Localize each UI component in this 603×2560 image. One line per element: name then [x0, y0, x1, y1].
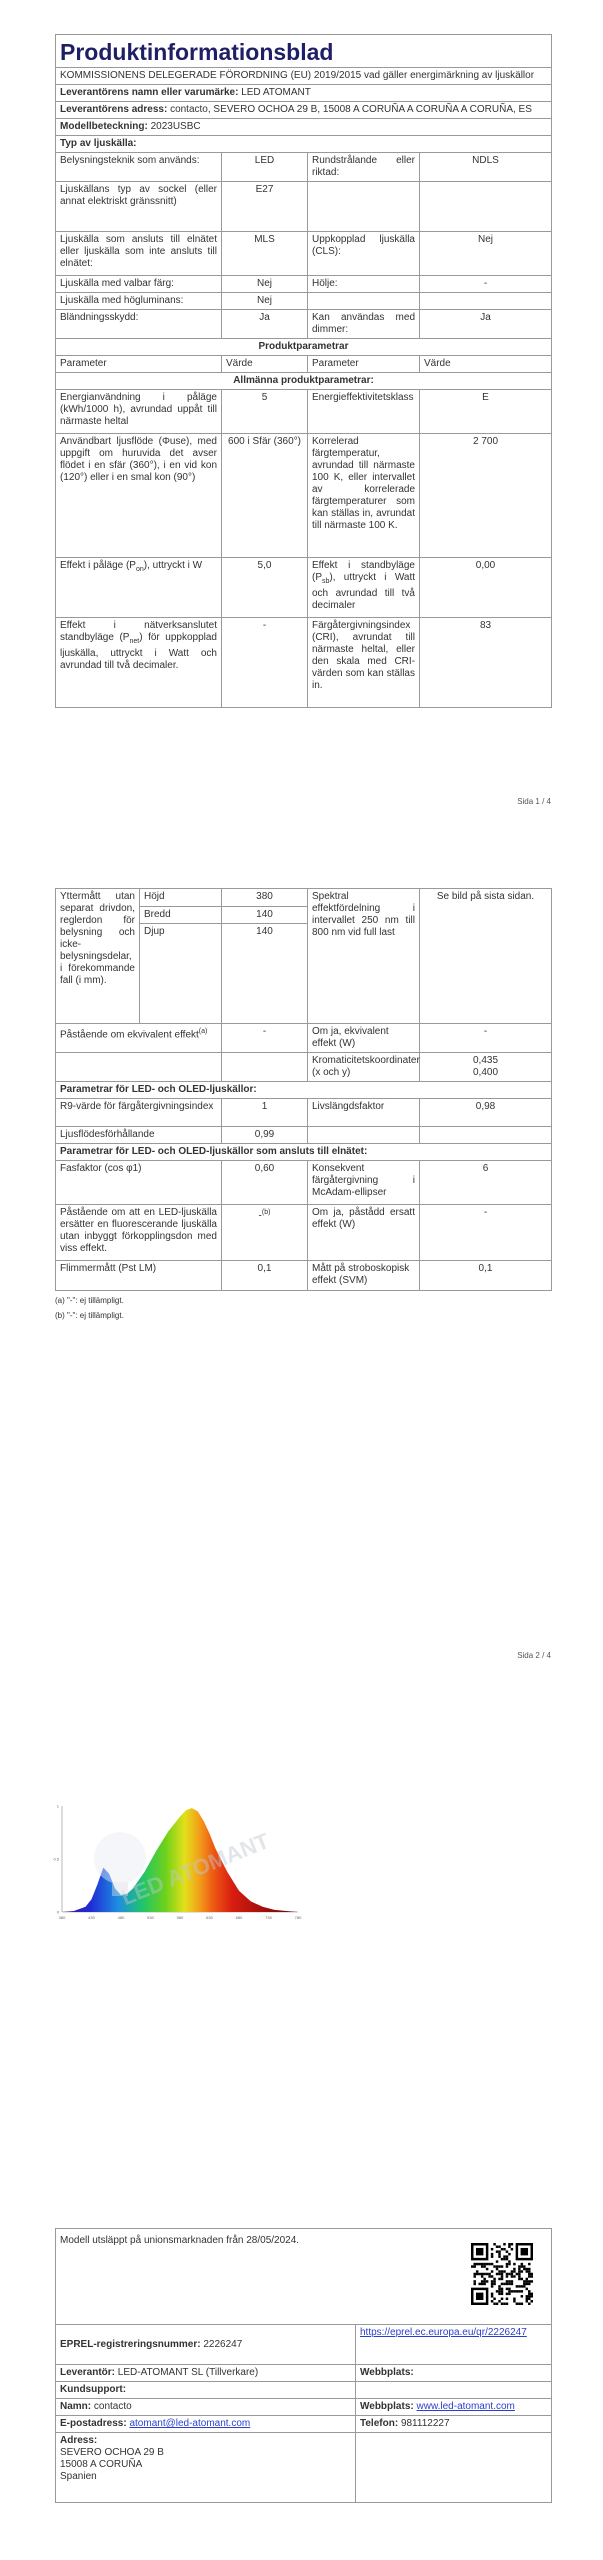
website-label: Webbplats:: [360, 2401, 414, 2412]
qr-code[interactable]: [471, 2243, 533, 2305]
lumen-maint-label: Ljusflödesförhållande: [56, 1127, 222, 1144]
row-label: Ljuskälla med högluminans:: [56, 293, 222, 310]
fluo-w-value: -: [420, 1205, 552, 1261]
model-label: Modellbeteckning:: [60, 121, 148, 132]
row-value: Ja: [222, 310, 308, 339]
displacement-label: Fasfaktor (cos φ1): [56, 1161, 222, 1205]
equiv-w-value: -: [420, 1024, 552, 1053]
row-value: NDLS: [420, 153, 552, 182]
r9-value: 1: [222, 1099, 308, 1127]
y-tick-label: 1: [56, 1803, 59, 1809]
eprel-link-cell: [356, 2325, 552, 2365]
page-number: Sida 2 / 4: [517, 1651, 551, 1660]
customer-support-label: Kundsupport:: [56, 2382, 356, 2399]
param-label: Energianvändning i påläge (kWh/1000 h), avrundad uppåt till närmaste heltal: [56, 390, 222, 434]
info-table-page1: [55, 34, 552, 708]
spectrum-chart: [48, 1794, 308, 1924]
row-value: Nej: [420, 232, 552, 276]
empty-cell: [356, 2433, 552, 2503]
address-line: Spanien: [60, 2471, 97, 2482]
email-cell: [56, 2416, 356, 2433]
row-label: [308, 182, 420, 232]
supplier-label: Leverantör:: [60, 2367, 116, 2378]
phone-label: Telefon:: [360, 2418, 399, 2429]
col-param-header: Parameter: [308, 356, 420, 373]
website-cell: [356, 2399, 552, 2416]
type-header: Typ av ljuskälla:: [56, 136, 552, 153]
x-tick-label: 530: [147, 1915, 154, 1920]
bulb-watermark-icon: [94, 1832, 146, 1884]
param-value: 5,0: [222, 558, 308, 618]
eprel-cell: [56, 2325, 356, 2365]
market-cell: [56, 2229, 552, 2325]
dims-label: Yttermått utan separat drivdon, reglerdon för belysning och icke-belysningsdelar, i förekommande fall (i mm).: [56, 889, 140, 1024]
row-value: LED: [222, 153, 308, 182]
x-tick-label: 380: [58, 1915, 66, 1920]
param-value: 2 700: [420, 434, 552, 558]
dim-name: Bredd: [140, 906, 222, 924]
row-value: Ja: [420, 310, 552, 339]
info-table-page4: [55, 2228, 552, 2503]
address-label: Leverantörens adress:: [60, 104, 168, 115]
row-label: Ljuskälla som ansluts till elnätet eller ljuskälla som inte ansluts till elnätet:: [56, 232, 222, 276]
col-value-header: Värde: [420, 356, 552, 373]
col-param-header: Parameter: [56, 356, 222, 373]
address-value: contacto, SEVERO OCHOA 29 B, 15008 A CORUÑA A CORUÑA A CORUÑA, ES: [170, 104, 532, 115]
product-params-header: Produktparametrar: [56, 339, 552, 356]
address-row: [56, 102, 552, 119]
r9-label: R9-värde för färgåtergivningsindex: [56, 1099, 222, 1127]
param-value: 600 i Sfär (360°): [222, 434, 308, 558]
consistency-label: Konsekvent färgåtergivning i McAdam-ellipser: [308, 1161, 420, 1205]
chroma-value: [420, 1053, 552, 1082]
phone-cell: [356, 2416, 552, 2433]
regulation-text: KOMMISSIONENS DELEGERADE FÖRORDNING (EU) 2019/2015 vad gäller energimärkning av ljuskällor: [56, 68, 552, 85]
strobo-label: Mått på stroboskopisk effekt (SVM): [308, 1261, 420, 1291]
dim-name: Djup: [140, 924, 222, 1024]
dim-value: 380: [222, 889, 308, 907]
dim-name: Höjd: [140, 889, 222, 907]
watermark-text: LED ATOMANT: [117, 1828, 273, 1911]
address-label: Adress:: [60, 2435, 98, 2446]
websites-label: Webbplats:: [360, 2367, 414, 2378]
address-line: 15008 A CORUÑA: [60, 2459, 143, 2470]
row-value: MLS: [222, 232, 308, 276]
row-value: [420, 293, 552, 310]
equiv-w-label: Om ja, ekvivalent effekt (W): [308, 1024, 420, 1053]
param-value: 0,00: [420, 558, 552, 618]
chroma-y: 0,400: [472, 1067, 499, 1078]
consistency-value: 6: [420, 1161, 552, 1205]
param-label: Korrelerad färgtemperatur, avrundad till närmaste 100 K, eller intervallet av korrelerade färgtemperaturer som kan ställas in, avrundat till närmaste 100 K.: [308, 434, 420, 558]
row-label: Ljuskälla med valbar färg:: [56, 276, 222, 293]
param-label: Effekt i nätverksanslutet standbyläge $(P_{net})$ för uppkopplad ljuskälla, uttryckt i Watt och avrundad till två decimaler.: [56, 618, 222, 708]
website-link[interactable]: www.led-atomant.com: [416, 2401, 515, 2412]
dim-value: 140: [222, 924, 308, 1024]
row-label: Bländningsskydd:: [56, 310, 222, 339]
supplier-label: Leverantörens namn eller varumärke:: [60, 87, 239, 98]
fluo-w-label: Om ja, påstådd ersatt effekt (W): [308, 1205, 420, 1261]
fluo-value-cell: [222, 1205, 308, 1261]
equiv-value: -: [222, 1024, 308, 1053]
empty-cell: [222, 1053, 308, 1082]
equiv-label: Påstående om ekvivalent effekt: [60, 1029, 199, 1041]
x-tick-label: 480: [117, 1915, 125, 1920]
x-tick-label: 680: [235, 1915, 243, 1920]
empty-cell: [56, 1053, 222, 1082]
x-tick-label: 430: [88, 1915, 95, 1920]
chroma-label: Kromaticitetskoordinater (x och y): [308, 1053, 420, 1082]
lumen-maint-value: 0,99: [222, 1127, 308, 1144]
supplier-value: LED-ATOMANT SL (Tillverkare): [117, 2367, 259, 2378]
survival-label: Livslängdsfaktor: [308, 1099, 420, 1127]
dim-value: 140: [222, 906, 308, 924]
y-tick-label: 0.5: [53, 1856, 59, 1862]
fluo-label: Påstående om att en LED-ljuskälla ersätter en fluorescerande ljuskälla utan inbyggt förkopplingsdon med viss effekt.: [56, 1205, 222, 1261]
websites-cell: [356, 2365, 552, 2382]
row-value: E27: [222, 182, 308, 232]
row-value: Nej: [222, 293, 308, 310]
address-line: SEVERO OCHOA 29 B: [60, 2447, 164, 2458]
led-params-header: Parametrar för LED- och OLED-ljuskällor:: [56, 1082, 552, 1099]
row-label: Uppkopplad ljuskälla (CLS):: [308, 232, 420, 276]
email-label: E-postadress:: [60, 2418, 127, 2429]
fluo-sup: (b): [261, 1209, 271, 1216]
flicker-value: 0,1: [222, 1261, 308, 1291]
eprel-label: EPREL-registreringsnummer:: [60, 2338, 201, 2350]
model-row: [56, 119, 552, 136]
mains-params-header: Parametrar för LED- och OLED-ljuskällor som ansluts till elnätet:: [56, 1144, 552, 1161]
row-value: [420, 182, 552, 232]
param-value: -: [222, 618, 308, 708]
page-title: Produktinformationsblad: [56, 35, 552, 68]
flicker-label: Flimmermått (Pst LM): [56, 1261, 222, 1291]
x-tick-label: 580: [176, 1915, 184, 1920]
footnote-b: (b) "-": ej tillämpligt.: [55, 1311, 124, 1320]
page-number: Sida 1 / 4: [517, 797, 551, 806]
x-tick-label: 630: [206, 1915, 213, 1920]
page-4: [55, 2228, 551, 2503]
param-label: Användbart ljusflöde (Φuse), med uppgift om huruvida det avser flödet i en sfär (360°), i en vid kon (120°) eller i en smal kon (90°): [56, 434, 222, 558]
market-text: Modell utsläppt på unionsmarknaden från 28/05/2024.: [60, 2235, 300, 2246]
col-value-header: Värde: [222, 356, 308, 373]
fluo-value: -: [258, 1210, 262, 1222]
row-label: Rundstrålande eller riktad:: [308, 153, 420, 182]
spectral-value: Se bild på sista sidan.: [420, 889, 552, 1024]
displacement-value: 0,60: [222, 1161, 308, 1205]
row-label: Kan användas med dimmer:: [308, 310, 420, 339]
param-value: 5: [222, 390, 308, 434]
row-label: Hölje:: [308, 276, 420, 293]
name-value: contacto: [93, 2401, 132, 2412]
row-label: Ljuskällans typ av sockel (eller annat elektriskt gränssnitt): [56, 182, 222, 232]
equiv-sup: (a): [198, 1028, 208, 1035]
row-value: -: [420, 276, 552, 293]
strobo-value: 0,1: [420, 1261, 552, 1291]
name-cell: [56, 2399, 356, 2416]
row-value: Nej: [222, 276, 308, 293]
supplier-row: [56, 85, 552, 102]
general-params-header: Allmänna produktparametrar:: [56, 373, 552, 390]
footnote-a: (a) "-": ej tillämpligt.: [55, 1296, 124, 1305]
param-label: Energieffektivitetsklass: [308, 390, 420, 434]
equiv-label-cell: [56, 1024, 222, 1053]
x-tick-label: 730: [265, 1915, 272, 1920]
eprel-link[interactable]: https://eprel.ec.europa.eu/qr/2226247: [360, 2327, 527, 2338]
empty-cell: [356, 2382, 552, 2399]
param-label: Färgåtergivningsindex (CRI), avrundat till närmaste heltal, eller den skala med CRI-värden som kan ställas in.: [308, 618, 420, 708]
page-1: [55, 34, 551, 708]
param-label: Effekt i påläge $(P_{on})$, uttryckt i W: [56, 558, 222, 618]
empty-cell: [308, 1127, 420, 1144]
chroma-x: 0,435: [472, 1055, 499, 1066]
param-value: 83: [420, 618, 552, 708]
eprel-value: 2226247: [203, 2338, 243, 2350]
x-tick-label: 780: [294, 1915, 302, 1920]
param-value: E: [420, 390, 552, 434]
row-label: [308, 293, 420, 310]
page-2: [55, 888, 551, 1321]
info-table-page2: [55, 888, 552, 1291]
param-label: Effekt i standbyläge $(P_{sb})$, uttryckt i Watt och avrundad till två decimaler: [308, 558, 420, 618]
empty-cell: [420, 1127, 552, 1144]
model-value: 2023USBC: [150, 121, 201, 132]
phone-value: 981112227: [400, 2418, 450, 2429]
supplier-cell: [56, 2365, 356, 2382]
y-tick-label: 0: [56, 1909, 59, 1915]
spectral-label: Spektral effektfördelning i intervallet 250 nm till 800 nm vid full last: [308, 889, 420, 1024]
name-label: Namn:: [60, 2401, 92, 2412]
row-label: Belysningsteknik som används:: [56, 153, 222, 182]
email-link[interactable]: atomant@led-atomant.com: [129, 2418, 251, 2429]
survival-value: 0,98: [420, 1099, 552, 1127]
supplier-value: LED ATOMANT: [241, 87, 311, 98]
address-cell: [56, 2433, 356, 2503]
spectrum-svg: [48, 1794, 308, 1924]
